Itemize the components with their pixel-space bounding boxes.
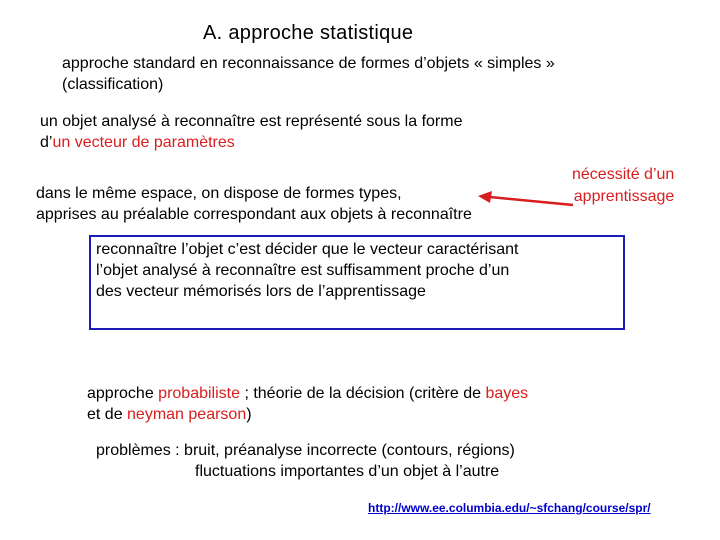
intro-paragraph (62, 53, 555, 95)
arrow-icon (478, 192, 576, 210)
approach-text-3: et de (87, 406, 128, 423)
bayes-highlight: bayes (485, 385, 529, 402)
neyman-pearson-highlight: neyman pearson (127, 406, 247, 423)
representation-line-2 (40, 132, 462, 153)
learning-note-line-1: nécessité d’un (572, 166, 675, 183)
source-link[interactable]: http://www.ee.columbia.edu/~sfchang/course/spr/ (368, 501, 651, 515)
representation-paragraph (40, 111, 462, 153)
decision-text (96, 239, 518, 302)
representation-prefix: d’ (40, 134, 53, 151)
approach-paragraph (87, 383, 528, 425)
approach-line-1 (87, 383, 528, 404)
intro-line-1: approche standard en reconnaissance de formes d’objets « simples » (62, 55, 555, 72)
feature-vector-highlight: un vecteur de paramètres (52, 134, 235, 151)
reference-paragraph (36, 183, 472, 225)
decision-line-2: l’objet analysé à reconnaître est suffisamment proche d’un (96, 262, 510, 279)
decision-line-1: reconnaître l’objet c’est décider que le vecteur caractérisant (96, 241, 519, 258)
approach-line-2 (87, 404, 528, 425)
learning-note-line-2: apprentissage (573, 188, 675, 205)
reference-line-1: dans le même espace, on dispose de formes types, (36, 185, 402, 202)
decision-line-3: des vecteur mémorisés lors de l’apprentissage (96, 283, 426, 300)
intro-line-2: (classification) (62, 76, 164, 93)
problems-line-1: problèmes : bruit, préanalyse incorrecte (contours, régions) (96, 442, 515, 459)
problems-line-2: fluctuations importantes d’un objet à l’autre (195, 463, 500, 480)
approach-text-2: ; théorie de la décision (critère de (240, 385, 486, 402)
decision-box (89, 235, 625, 330)
probabilistic-highlight: probabiliste (158, 385, 240, 402)
slide-title: A. approche statistique (203, 22, 414, 44)
reference-line-2: apprises au préalable correspondant aux objets à reconnaître (36, 206, 472, 223)
representation-line-1: un objet analysé à reconnaître est représenté sous la forme (40, 113, 463, 130)
approach-text-4: ) (246, 406, 252, 423)
learning-note (572, 164, 674, 208)
problems-paragraph (96, 440, 515, 482)
approach-text-1: approche (87, 385, 159, 402)
